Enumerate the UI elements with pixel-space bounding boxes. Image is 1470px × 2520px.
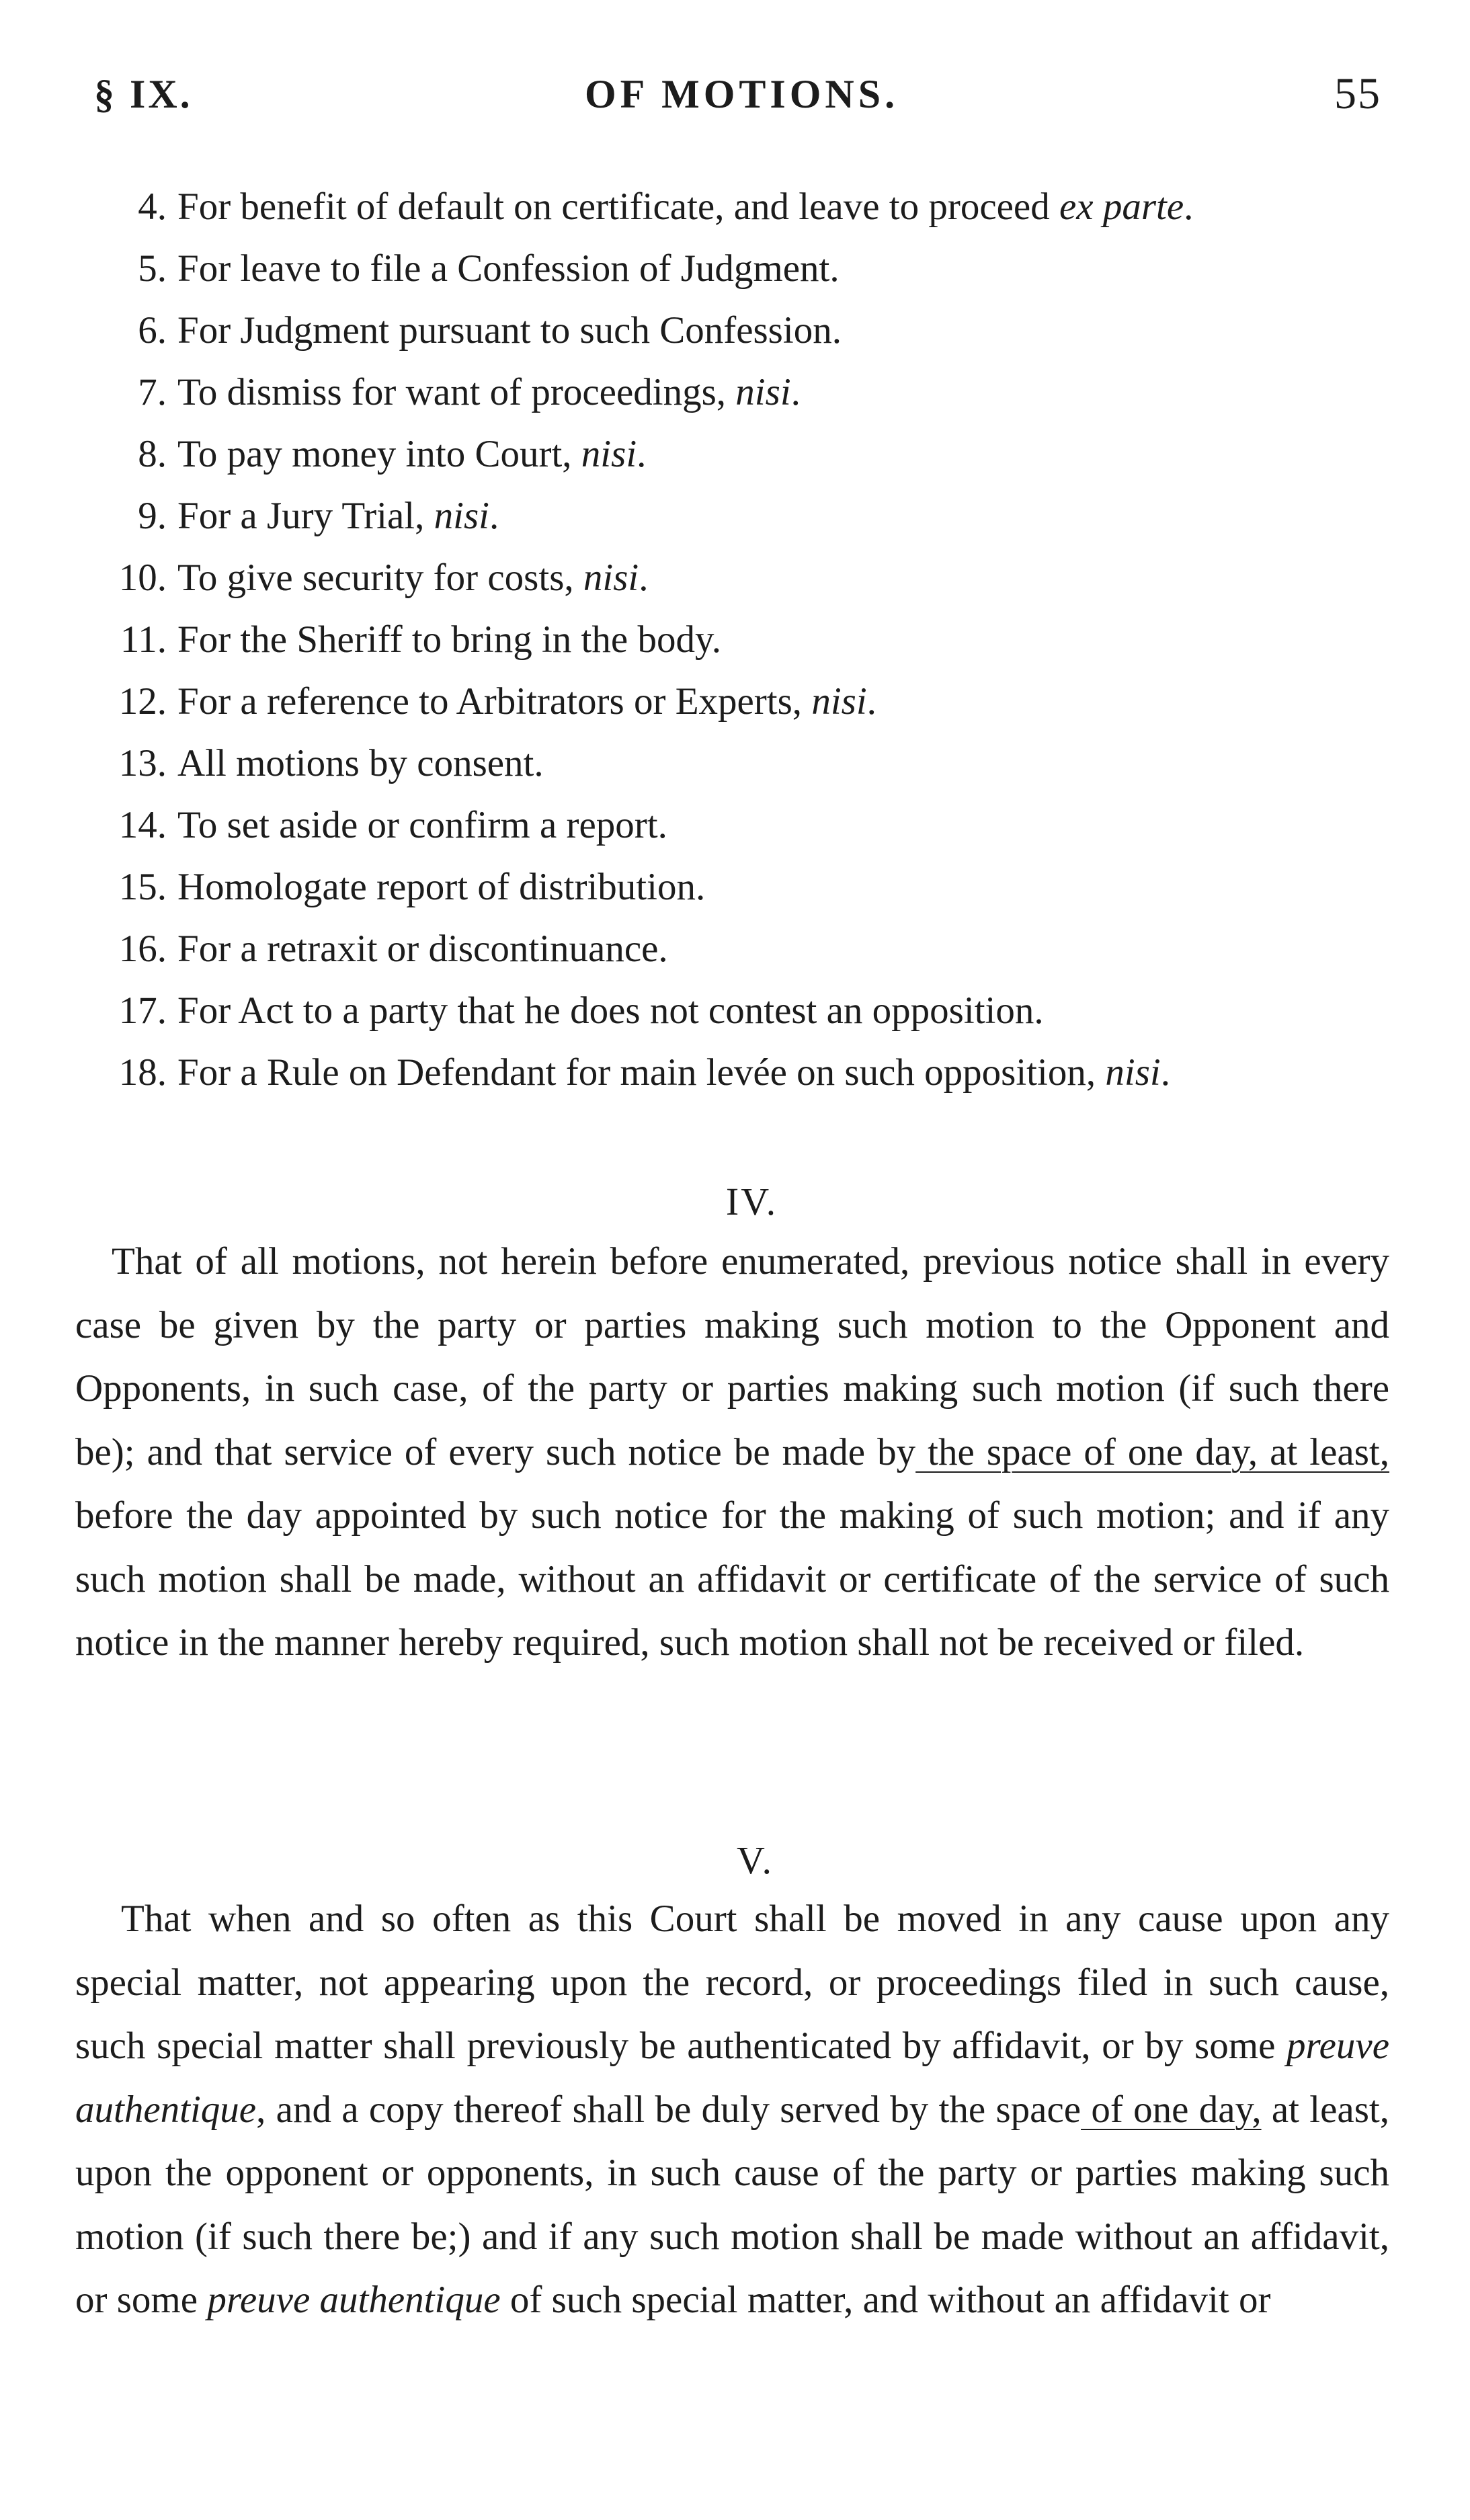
- list-item: 18. For a Rule on Defendant for main levée on such opposition, nisi.: [118, 1051, 1170, 1094]
- list-item: 12. For a reference to Arbitrators or Experts, nisi.: [118, 680, 876, 723]
- page-number: 55: [1334, 69, 1381, 118]
- underlined-phrase: the space of one day, at least,: [915, 1430, 1390, 1473]
- motions-list: [79, 176, 1397, 1104]
- section-heading-v: V.: [737, 1838, 774, 1882]
- list-item: 5. For leave to file a Confession of Judgment.: [138, 247, 840, 290]
- list-item: 8. To pay money into Court, nisi.: [138, 433, 647, 475]
- section-v-paragraph: That when and so often as this Court shall be moved in any cause upon any special matter, not appearing upon the record, or proceedings filed in such cause, such special matter shall previously be authenticated by affidavit, or by some preuve authentique, and a copy thereof shall be duly served by the space of one day, at least, upon the opponent or opponents, in such cause of the party or parties making such motion (if such there be;) and if any such motion shall be made without an affidavit, or some preuve authentique of such special matter, and without an affidavit or: [75, 1898, 1389, 2321]
- list-item: 6. For Judgment pursuant to such Confession.: [138, 309, 842, 352]
- list-item: 4. For benefit of default on certificate, and leave to proceed ex parte.: [138, 186, 1194, 228]
- underlined-phrase: of one day,: [1081, 2088, 1262, 2131]
- list-item: 15. Homologate report of distribution.: [118, 866, 706, 908]
- list-item: 10. To give security for costs, nisi.: [118, 557, 649, 599]
- list-item: 11. For the Sheriff to bring in the body.: [120, 618, 721, 661]
- list-item: 13. All motions by consent.: [118, 742, 544, 784]
- section-heading-iv: IV.: [725, 1180, 778, 1223]
- section-iv-paragraph: That of all motions, not herein before enumerated, previous notice shall in every case be given by the party or parties making such motion to the Opponent and Opponents, in such case, of the party or parties making such motion (if such there be); and that service of every such notice be made by the space of one day, at least, before the day appointed by such notice for the making of such motion; and if any such motion shall be made, without an affidavit or certificate of the service of such notice in the manner hereby required, such motion shall not be received or filed.: [75, 1240, 1390, 1664]
- list-item: 16. For a retraxit or discontinuance.: [118, 928, 668, 970]
- list-item: 7. To dismiss for want of proceedings, nisi.: [138, 371, 801, 413]
- list-item: 9. For a Jury Trial, nisi.: [138, 495, 499, 537]
- running-header-section: § IX.: [94, 72, 193, 116]
- running-header-title: OF MOTIONS.: [585, 72, 899, 116]
- list-item: 17. For Act to a party that he does not contest an opposition.: [118, 989, 1044, 1032]
- list-item: 14. To set aside or confirm a report.: [118, 804, 667, 846]
